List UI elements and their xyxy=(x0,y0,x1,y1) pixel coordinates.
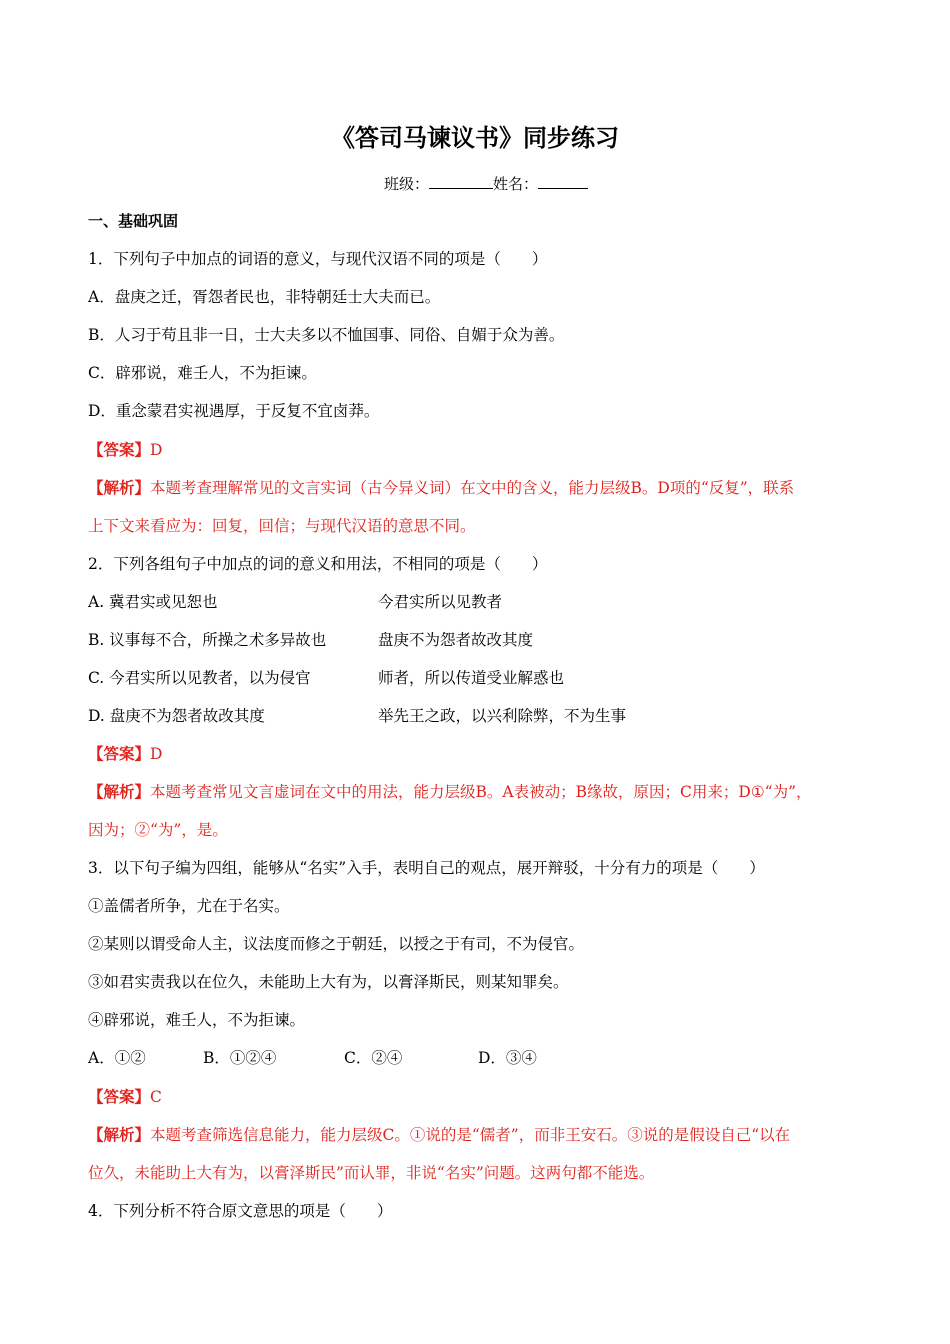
q3-stem: 3．以下句子编为四组，能够从“名实”入手，表明自己的观点，展开辩驳，十分有力的项是（ ） xyxy=(88,859,765,877)
q3-answer xyxy=(88,1084,878,1110)
section-heading: 一、基础巩固 xyxy=(88,212,179,230)
q3-analysis-text1: 本题考查筛选信息能力，能力层级C。①说的是“儒者”，而非王安石。③说的是假设自己“以在 xyxy=(150,1126,791,1144)
q2-option-a xyxy=(88,589,878,615)
class-name-line xyxy=(0,172,950,196)
q2-answer-value: D xyxy=(150,745,163,763)
q1-analysis-line2: 上下文来看应为：回复，回信；与现代汉语的意思不同。 xyxy=(88,517,476,535)
q2-analysis-line2: 因为；②“为”，是。 xyxy=(88,821,228,839)
q1-option-a: A．盘庚之迁，胥怨者民也，非特朝廷士大夫而已。 xyxy=(88,288,441,306)
q3-choice-d: D．③④ xyxy=(478,1049,537,1067)
q2-analysis-tag: 【解析】 xyxy=(88,782,151,801)
q2-option-d xyxy=(88,703,878,729)
q3-analysis-line2: 位久，未能助上大有为，以膏泽斯民”而认罪，非说“名实”问题。这两句都不能选。 xyxy=(88,1164,655,1182)
q1-analysis-tag: 【解析】 xyxy=(88,478,151,497)
q2-answer xyxy=(88,741,878,767)
q2-option-c-right: 师者，所以传道受业解惑也 xyxy=(378,669,565,687)
q2-option-b-right: 盘庚不为怨者故改其度 xyxy=(378,631,534,649)
q2-analysis-text1: 本题考查常见文言虚词在文中的用法，能力层级B。A表被动；B缘故，原因；C用来；D①“为”， xyxy=(150,783,812,801)
q2-option-a-right: 今君实所以见教者 xyxy=(378,593,503,611)
q2-analysis-line1 xyxy=(88,779,878,805)
q1-answer-value: D xyxy=(150,441,163,459)
q1-analysis-line1 xyxy=(88,475,878,501)
q1-option-b: B．人习于苟且非一日，士大夫多以不恤国事、同俗、自媚于众为善。 xyxy=(88,326,565,344)
q3-choice-b: B．①②④ xyxy=(203,1049,277,1067)
name-label: 姓名： xyxy=(493,175,539,193)
q2-answer-tag: 【答案】 xyxy=(88,744,151,763)
q2-option-a-left: A. 冀君实或见恕也 xyxy=(88,593,218,611)
q3-answer-tag: 【答案】 xyxy=(88,1087,151,1106)
page-title: 《答司马谏议书》同步练习 xyxy=(331,124,619,152)
q2-option-d-left: D. 盘庚不为怨者故改其度 xyxy=(88,707,265,725)
name-blank xyxy=(538,172,588,189)
q2-option-d-right: 举先王之政，以兴利除弊，不为生事 xyxy=(378,707,627,725)
q3-item-3: ③如君实责我以在位久，未能助上大有为，以膏泽斯民，则某知罪矣。 xyxy=(88,973,569,991)
q3-item-4: ④辟邪说，难壬人，不为拒谏。 xyxy=(88,1011,306,1029)
q3-item-2: ②某则以谓受命人主，议法度而修之于朝廷，以授之于有司，不为侵官。 xyxy=(88,935,585,953)
q3-choice-c: C．②④ xyxy=(344,1049,403,1067)
q1-option-d: D．重念蒙君实视遇厚，于反复不宜卤莽。 xyxy=(88,402,380,420)
q2-option-c-left: C. 今君实所以见教者，以为侵官 xyxy=(88,669,311,687)
q1-analysis-text1: 本题考查理解常见的文言实词（古今异义词）在文中的含义，能力层级B。D项的“反复”，联系 xyxy=(150,479,795,497)
class-label: 班级： xyxy=(383,175,429,193)
q1-stem: 1．下列句子中加点的词语的意义，与现代汉语不同的项是（ ） xyxy=(88,250,548,268)
q3-choice-a: A．①② xyxy=(88,1049,146,1067)
q2-option-b-left: B. 议事每不合，所操之术多异故也 xyxy=(88,631,327,649)
class-blank xyxy=(429,172,493,189)
q4-stem: 4．下列分析不符合原文意思的项是（ ） xyxy=(88,1202,393,1220)
q3-item-1: ①盖儒者所争，尤在于名实。 xyxy=(88,897,290,915)
q1-answer xyxy=(88,437,878,463)
q3-answer-value: C xyxy=(150,1088,162,1106)
q2-option-b xyxy=(88,627,878,653)
q2-option-c xyxy=(88,665,878,691)
q1-answer-tag: 【答案】 xyxy=(88,440,151,459)
q3-analysis-tag: 【解析】 xyxy=(88,1125,151,1144)
q2-stem: 2．下列各组句子中加点的词的意义和用法，不相同的项是（ ） xyxy=(88,555,548,573)
q1-option-c: C．辟邪说，难壬人，不为拒谏。 xyxy=(88,364,317,382)
q3-analysis-line1 xyxy=(88,1122,878,1148)
